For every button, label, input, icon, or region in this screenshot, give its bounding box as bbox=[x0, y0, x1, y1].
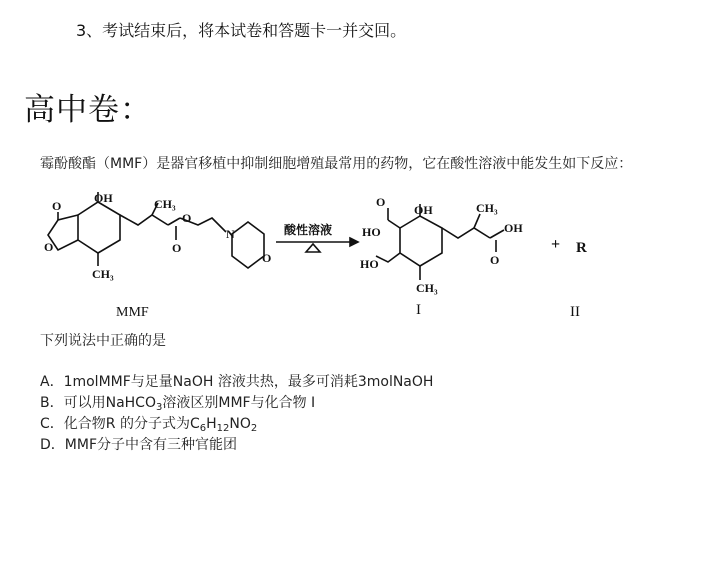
option-b-subscript: 3 bbox=[155, 402, 163, 413]
option-b-text-suffix: 溶液区别MMF与化合物 Ⅰ bbox=[162, 395, 316, 411]
option-c-text-mid-2: NO bbox=[229, 416, 251, 432]
reaction-condition: 酸性溶液 bbox=[284, 223, 333, 237]
option-c-subscript-3: 2 bbox=[250, 423, 258, 434]
product1-label: I bbox=[416, 302, 421, 318]
mmf-atom-oh: OH bbox=[94, 191, 113, 205]
product-r-label: R bbox=[576, 240, 587, 256]
option-c-subscript-2: 12 bbox=[216, 423, 230, 434]
product1-atom-o: O bbox=[376, 195, 386, 209]
mmf-atom-o-carbonyl: O bbox=[52, 199, 62, 213]
mmf-atom-ch3-ring: CH₃ bbox=[92, 267, 114, 281]
product1-atom-ho: HO bbox=[360, 257, 379, 271]
option-c-text-mid-1: H bbox=[206, 416, 217, 432]
reaction-scheme bbox=[0, 190, 720, 330]
product1-atom-ch3-ring: CH₃ bbox=[416, 281, 438, 295]
mmf-atom-o-ester: O bbox=[182, 211, 192, 225]
mmf-atom-o-ring: O bbox=[44, 240, 54, 254]
question-intro: 霉酚酸酯（MMF）是器官移植中抑制细胞增殖最常用的药物，它在酸性溶液中能发生如下反应： bbox=[40, 156, 633, 172]
plus-sign: + bbox=[551, 236, 561, 253]
product1-atom-o-carbonyl: O bbox=[490, 253, 500, 267]
question-prompt: 下列说法中正确的是 bbox=[40, 333, 166, 349]
option-b-text-prefix: B．可以用NaHCO bbox=[40, 395, 156, 411]
option-b[interactable] bbox=[40, 393, 433, 414]
mmf-label: MMF bbox=[116, 305, 149, 320]
mmf-morpholine-ring bbox=[232, 222, 264, 268]
option-c-text-prefix: C．化合物R 的分子式为C bbox=[40, 416, 200, 432]
mmf-atom-o-ester-carbonyl: O bbox=[172, 241, 182, 255]
reaction-scheme-drawing bbox=[0, 190, 720, 330]
product1-atom-ho-acid: HO bbox=[362, 225, 381, 239]
option-c[interactable] bbox=[40, 414, 433, 435]
mmf-atom-n: N bbox=[226, 227, 235, 241]
product1-atom-oh-acid: OH bbox=[504, 221, 523, 235]
mmf-benzene-ring bbox=[78, 202, 120, 253]
option-a-text: A．1molMMF与足量NaOH 溶液共热，最多可消耗3molNaOH bbox=[40, 374, 434, 390]
product1-atom-oh: OH bbox=[414, 203, 433, 217]
mmf-atom-o-morpholine: O bbox=[262, 251, 272, 265]
mmf-atom-ch3-chain: CH₃ bbox=[154, 197, 176, 211]
product2-label: II bbox=[570, 304, 580, 320]
option-a[interactable] bbox=[40, 372, 433, 393]
exam-instruction-note: 3、考试结束后，将本试卷和答题卡一并交回。 bbox=[76, 21, 407, 40]
answer-options bbox=[40, 372, 433, 456]
option-c-subscript-1: 6 bbox=[199, 423, 207, 434]
product1-benzene-ring bbox=[400, 216, 442, 266]
product1-atom-ch3-chain: CH₃ bbox=[476, 201, 498, 215]
option-d-text: D．MMF分子中含有三种官能团 bbox=[40, 437, 237, 453]
option-d[interactable] bbox=[40, 435, 433, 456]
section-heading: 高中卷： bbox=[24, 92, 152, 128]
